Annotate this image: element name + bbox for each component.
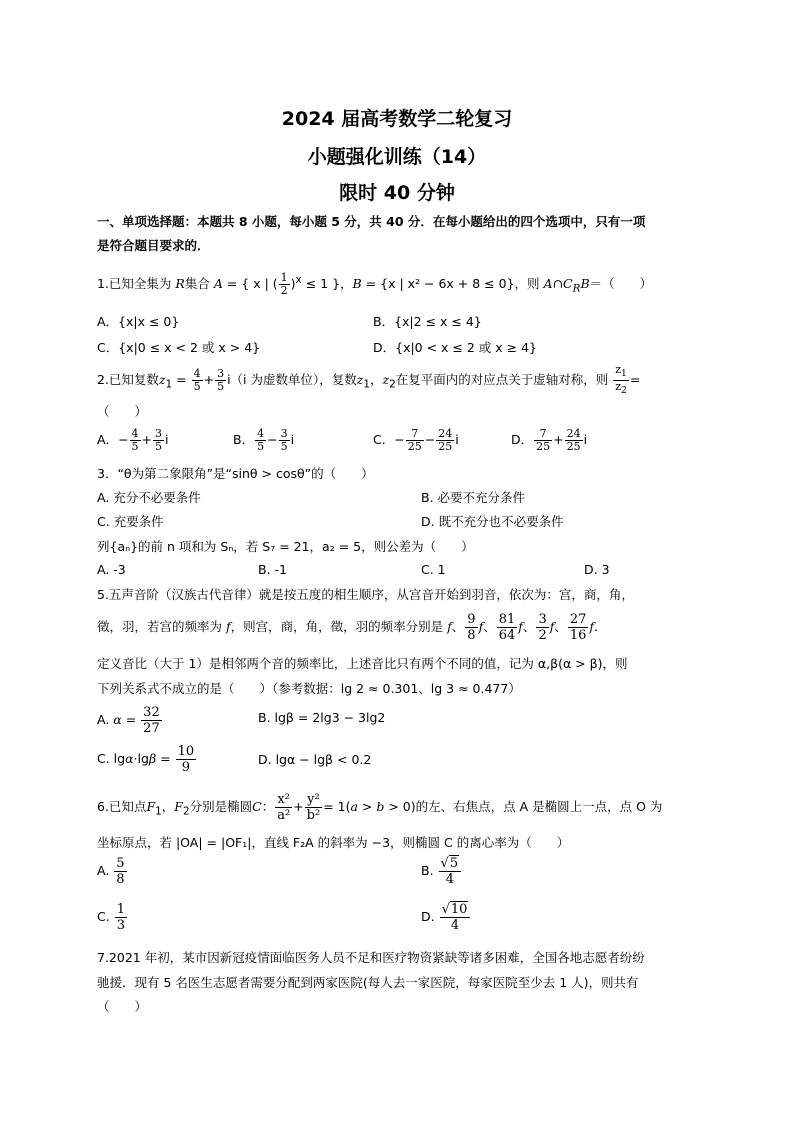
q3-option-a[interactable]: A. 充分不必要条件 [97,490,201,505]
q7-line2: 驰援．现有 5 名医生志愿者需要分配到两家医院(每人去一家医院，每家医院至少去 1 人)，则共有 [97,975,639,990]
q1-option-b[interactable]: B．{x|2 ≤ x ≤ 4} [373,314,482,329]
q4-stem: 列{aₙ}的前 n 项和为 Sₙ，若 S₇ = 21，a₂ = 5，则公差为（ ） [97,539,474,554]
q6-line2: 坐标原点，若 |OA| = |OF₁|，直线 F₂A 的斜率为 −3，则椭圆 C 的离心率为（ ） [97,835,570,850]
time-limit: 限时 40 分钟 [339,182,455,204]
q2-stem: 2.已知复数$z_1$ = $\frac{4}{5}$ + $\frac{3}{5}$ i（i 为虚数单位），复数$z_1$，$z_2$在复平面内的对应点关于虚轴对称，则 $\frac{z_1}{z_2}$ = [97,363,641,397]
q5-line4: 下列关系式不成立的是（ ）（参考数据：lg 2 ≈ 0.301、lg 3 ≈ 0.477） [97,681,521,696]
q4-option-d[interactable]: D. 3 [584,562,610,577]
q6-line1: 6.已知点$F_1$，$F_2$分别是椭圆C： $\frac{\text{x²}}{\text{a²}}$ + $\frac{\text{y²}}{\text{b²}}$ = 1(a > b > 0)的左、右焦点，点 A 是椭圆上一点，点 O 为 [97,792,663,823]
q2-option-b[interactable]: B． $\frac{4}{5}$ − $\frac{3}{5}$ i [233,427,295,453]
q5-option-a[interactable]: A. α = $\frac{32}{27}$ [97,705,160,736]
q5-option-b[interactable]: B. lgβ = 2lg3 − 3lg2 [258,710,386,725]
q5-option-c[interactable]: C. lgα·lgβ = $\frac{10}{9}$ [97,744,195,775]
q3-option-b[interactable]: B. 必要不充分条件 [421,490,526,505]
q3-option-c[interactable]: C. 充要条件 [97,514,164,529]
doc-title: 2024 届高考数学二轮复习 [281,108,513,130]
q6-option-d[interactable]: D. $\frac{√10}{4}$ [421,902,471,933]
q2-option-d[interactable]: D． $\frac{7}{25}$ + $\frac{24}{25}$ i [511,427,588,453]
section-heading-line2: 是符合题目要求的． [97,238,210,253]
doc-subtitle: 小题强化训练（14） [307,146,487,168]
q3-option-d[interactable]: D. 既不充分也不必要条件 [421,514,564,529]
q6-option-a[interactable]: A. $\frac{5}{8}$ [97,856,125,887]
q7-line3: （ ） [97,999,148,1014]
q4-option-a[interactable]: A. -3 [97,562,126,577]
q4-option-b[interactable]: B. -1 [258,562,287,577]
q2-stem-paren: （ ） [97,404,148,419]
q2-option-c[interactable]: C．− $\frac{7}{25}$ − $\frac{24}{25}$ i [373,427,459,453]
q4-option-c[interactable]: C. 1 [421,562,446,577]
q3-stem: 3．“θ为第二象限角”是“sinθ > cosθ”的（ ） [97,466,374,481]
q5-line1: 5.五声音阶（汉族古代音律）就是按五度的相生顺序，从宫音开始到羽音，依次为：宫，商，角， [97,587,634,602]
q6-option-c[interactable]: C. $\frac{1}{3}$ [97,902,125,933]
q1-option-a[interactable]: A．{x|x ≤ 0} [97,314,180,329]
q1-option-c[interactable]: C．{x|0 ≤ x < 2 或 x > 4} [97,340,261,355]
q6-option-b[interactable]: B. $\frac{√5}{4}$ [421,856,462,887]
q5-option-d[interactable]: D. lgα − lgβ < 0.2 [258,752,372,767]
q5-line2: 徵，羽，若宫的频率为 f，则宫，商，角，徵，羽的频率分别是 f、 $\frac{9}{8}$ f、 $\frac{81}{64}$ f、 $\frac{3}{2}$ f、 $\frac{27}{16}$ f． [97,612,607,643]
section-heading-line1: 一、单项选择题：本题共 8 小题，每小题 5 分，共 40 分．在每小题给出的四个选项中，只有一项 [97,214,646,229]
q1-stem: 1.已知全集为 R集合 A = { x | ( $\frac{1}{2}$ )$^x$ ≤ 1 }，B = {x | x² − 6x + 8 ≤ 0}，则 $A\cap C_RB=$（ ） [97,271,653,297]
q1-option-d[interactable]: D．{x|0 < x ≤ 2 或 x ≥ 4} [373,340,538,355]
q7-line1: 7.2021 年初，某市因新冠疫情面临医务人员不足和医疗物资紧缺等诸多困难，全国各地志愿者纷纷 [97,950,645,965]
q5-line3: 定义音比（大于 1）是相邻两个音的频率比，上述音比只有两个不同的值，记为 α,β(α > β)，则 [97,656,628,671]
q2-option-a[interactable]: A．− $\frac{4}{5}$ + $\frac{3}{5}$ i [97,427,169,453]
